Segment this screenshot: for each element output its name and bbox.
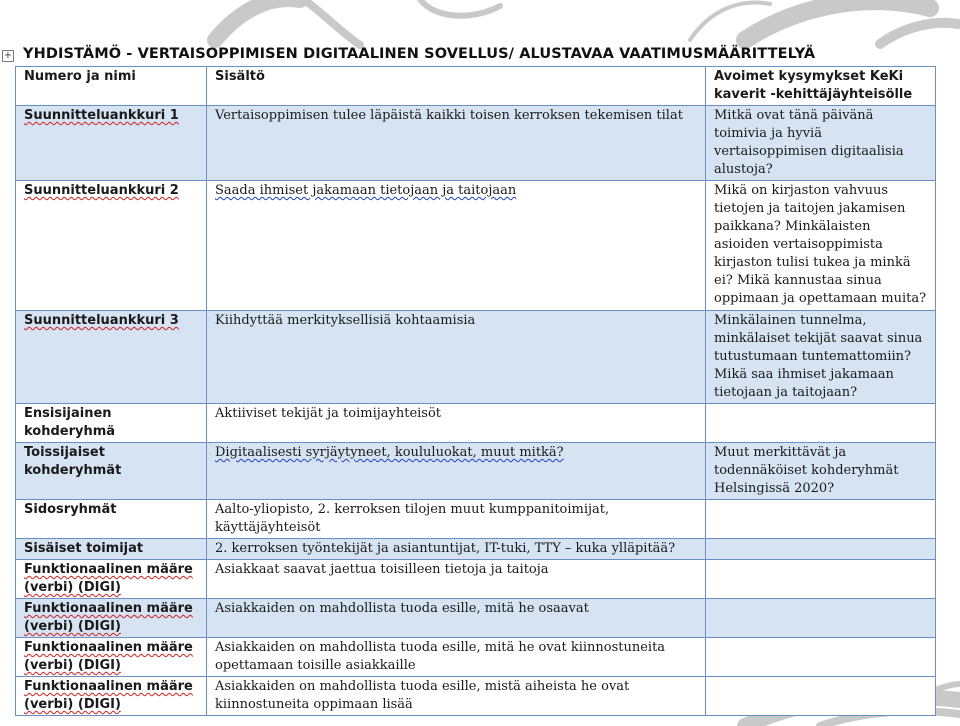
table-row: [16, 443, 936, 500]
row-name: Suunnitteluankkuri 3: [24, 313, 179, 328]
row-name: Suunnitteluankkuri 2: [24, 183, 179, 198]
row-name: Funktionaalinen määre (verbi) (DIGI): [24, 640, 193, 673]
row-question: [706, 500, 936, 539]
table-row: [16, 560, 936, 599]
row-question: [706, 677, 936, 716]
table-row: [16, 181, 936, 311]
row-question: Minkälainen tunnelma, minkälaiset tekijät saavat sinua tutustumaan tuntemattomiin? Mikä saa ihmiset jakamaan tietojaan ja taitojaan?: [706, 311, 936, 404]
row-content: Vertaisoppimisen tulee läpäistä kaikki toisen kerroksen tekemisen tilat: [207, 106, 706, 181]
row-question: [706, 539, 936, 560]
row-content: Saada ihmiset jakamaan tietojaan ja taitojaan: [215, 183, 517, 198]
row-content: Asiakkaiden on mahdollista tuoda esille, mistä aiheista he ovat kiinnostuneita oppimaan lisää: [207, 677, 706, 716]
row-name: Funktionaalinen määre (verbi) (DIGI): [24, 562, 193, 595]
row-question: [706, 404, 936, 443]
row-name: Sidosryhmät: [16, 500, 207, 539]
table-row: [16, 106, 936, 181]
row-content: Aktiiviset tekijät ja toimijayhteisöt: [207, 404, 706, 443]
row-content: Asiakkaiden on mahdollista tuoda esille, mitä he osaavat: [207, 599, 706, 638]
row-name: Sisäiset toimijat: [16, 539, 207, 560]
document-title: YHDISTÄMÖ - VERTAISOPPIMISEN DIGITAALINEN SOVELLUS/ ALUSTAVAA VAATIMUSMÄÄRITTELYÄ: [23, 46, 816, 62]
row-question: [706, 638, 936, 677]
row-question: Mikä on kirjaston vahvuus tietojen ja taitojen jakamisen paikkana? Minkälaisten asioiden vertaisoppimista kirjaston tulisi tukea ja minkä ei? Mikä kannustaa sinua oppimaan ja opettamaan muita?: [706, 181, 936, 311]
header-open-questions: Avoimet kysymykset KeKi kaverit -kehittäjäyhteisölle: [706, 67, 936, 106]
row-question: [706, 599, 936, 638]
row-content: Digitaalisesti syrjäytyneet, koululuokat, muut mitkä?: [215, 445, 564, 460]
table-header-row: [16, 67, 936, 106]
row-name: Toissijaiset kohderyhmät: [16, 443, 207, 500]
table-row: [16, 638, 936, 677]
requirements-table: [15, 66, 936, 716]
table-row: [16, 404, 936, 443]
row-name: Ensisijainen kohderyhmä: [16, 404, 207, 443]
table-row: [16, 311, 936, 404]
row-question: Muut merkittävät ja todennäköiset kohderyhmät Helsingissä 2020?: [706, 443, 936, 500]
row-content: Aalto-yliopisto, 2. kerroksen tilojen muut kumppanitoimijat, käyttäjäyhteisöt: [207, 500, 706, 539]
row-name: Suunnitteluankkuri 1: [24, 108, 179, 123]
row-content: Asiakkaat saavat jaettua toisilleen tietoja ja taitoja: [207, 560, 706, 599]
header-number-name: Numero ja nimi: [16, 67, 207, 106]
table-row: [16, 500, 936, 539]
move-handle-icon[interactable]: +: [3, 50, 13, 61]
table-row: [16, 539, 936, 560]
row-question: Mitkä ovat tänä päivänä toimivia ja hyviä vertaisoppimisen digitaalisia alustoja?: [706, 106, 936, 181]
row-name: Funktionaalinen määre (verbi) (DIGI): [24, 601, 193, 634]
row-content: Kiihdyttää merkityksellisiä kohtaamisia: [207, 311, 706, 404]
header-content: Sisältö: [207, 67, 706, 106]
table-row: [16, 599, 936, 638]
row-name: Funktionaalinen määre (verbi) (DIGI): [24, 679, 193, 712]
table-row: [16, 677, 936, 716]
row-question: [706, 560, 936, 599]
row-content: Asiakkaiden on mahdollista tuoda esille, mitä he ovat kiinnostuneita opettamaan toisille asiakkaille: [207, 638, 706, 677]
row-content: 2. kerroksen työntekijät ja asiantuntijat, IT-tuki, TTY – kuka ylläpitää?: [207, 539, 706, 560]
